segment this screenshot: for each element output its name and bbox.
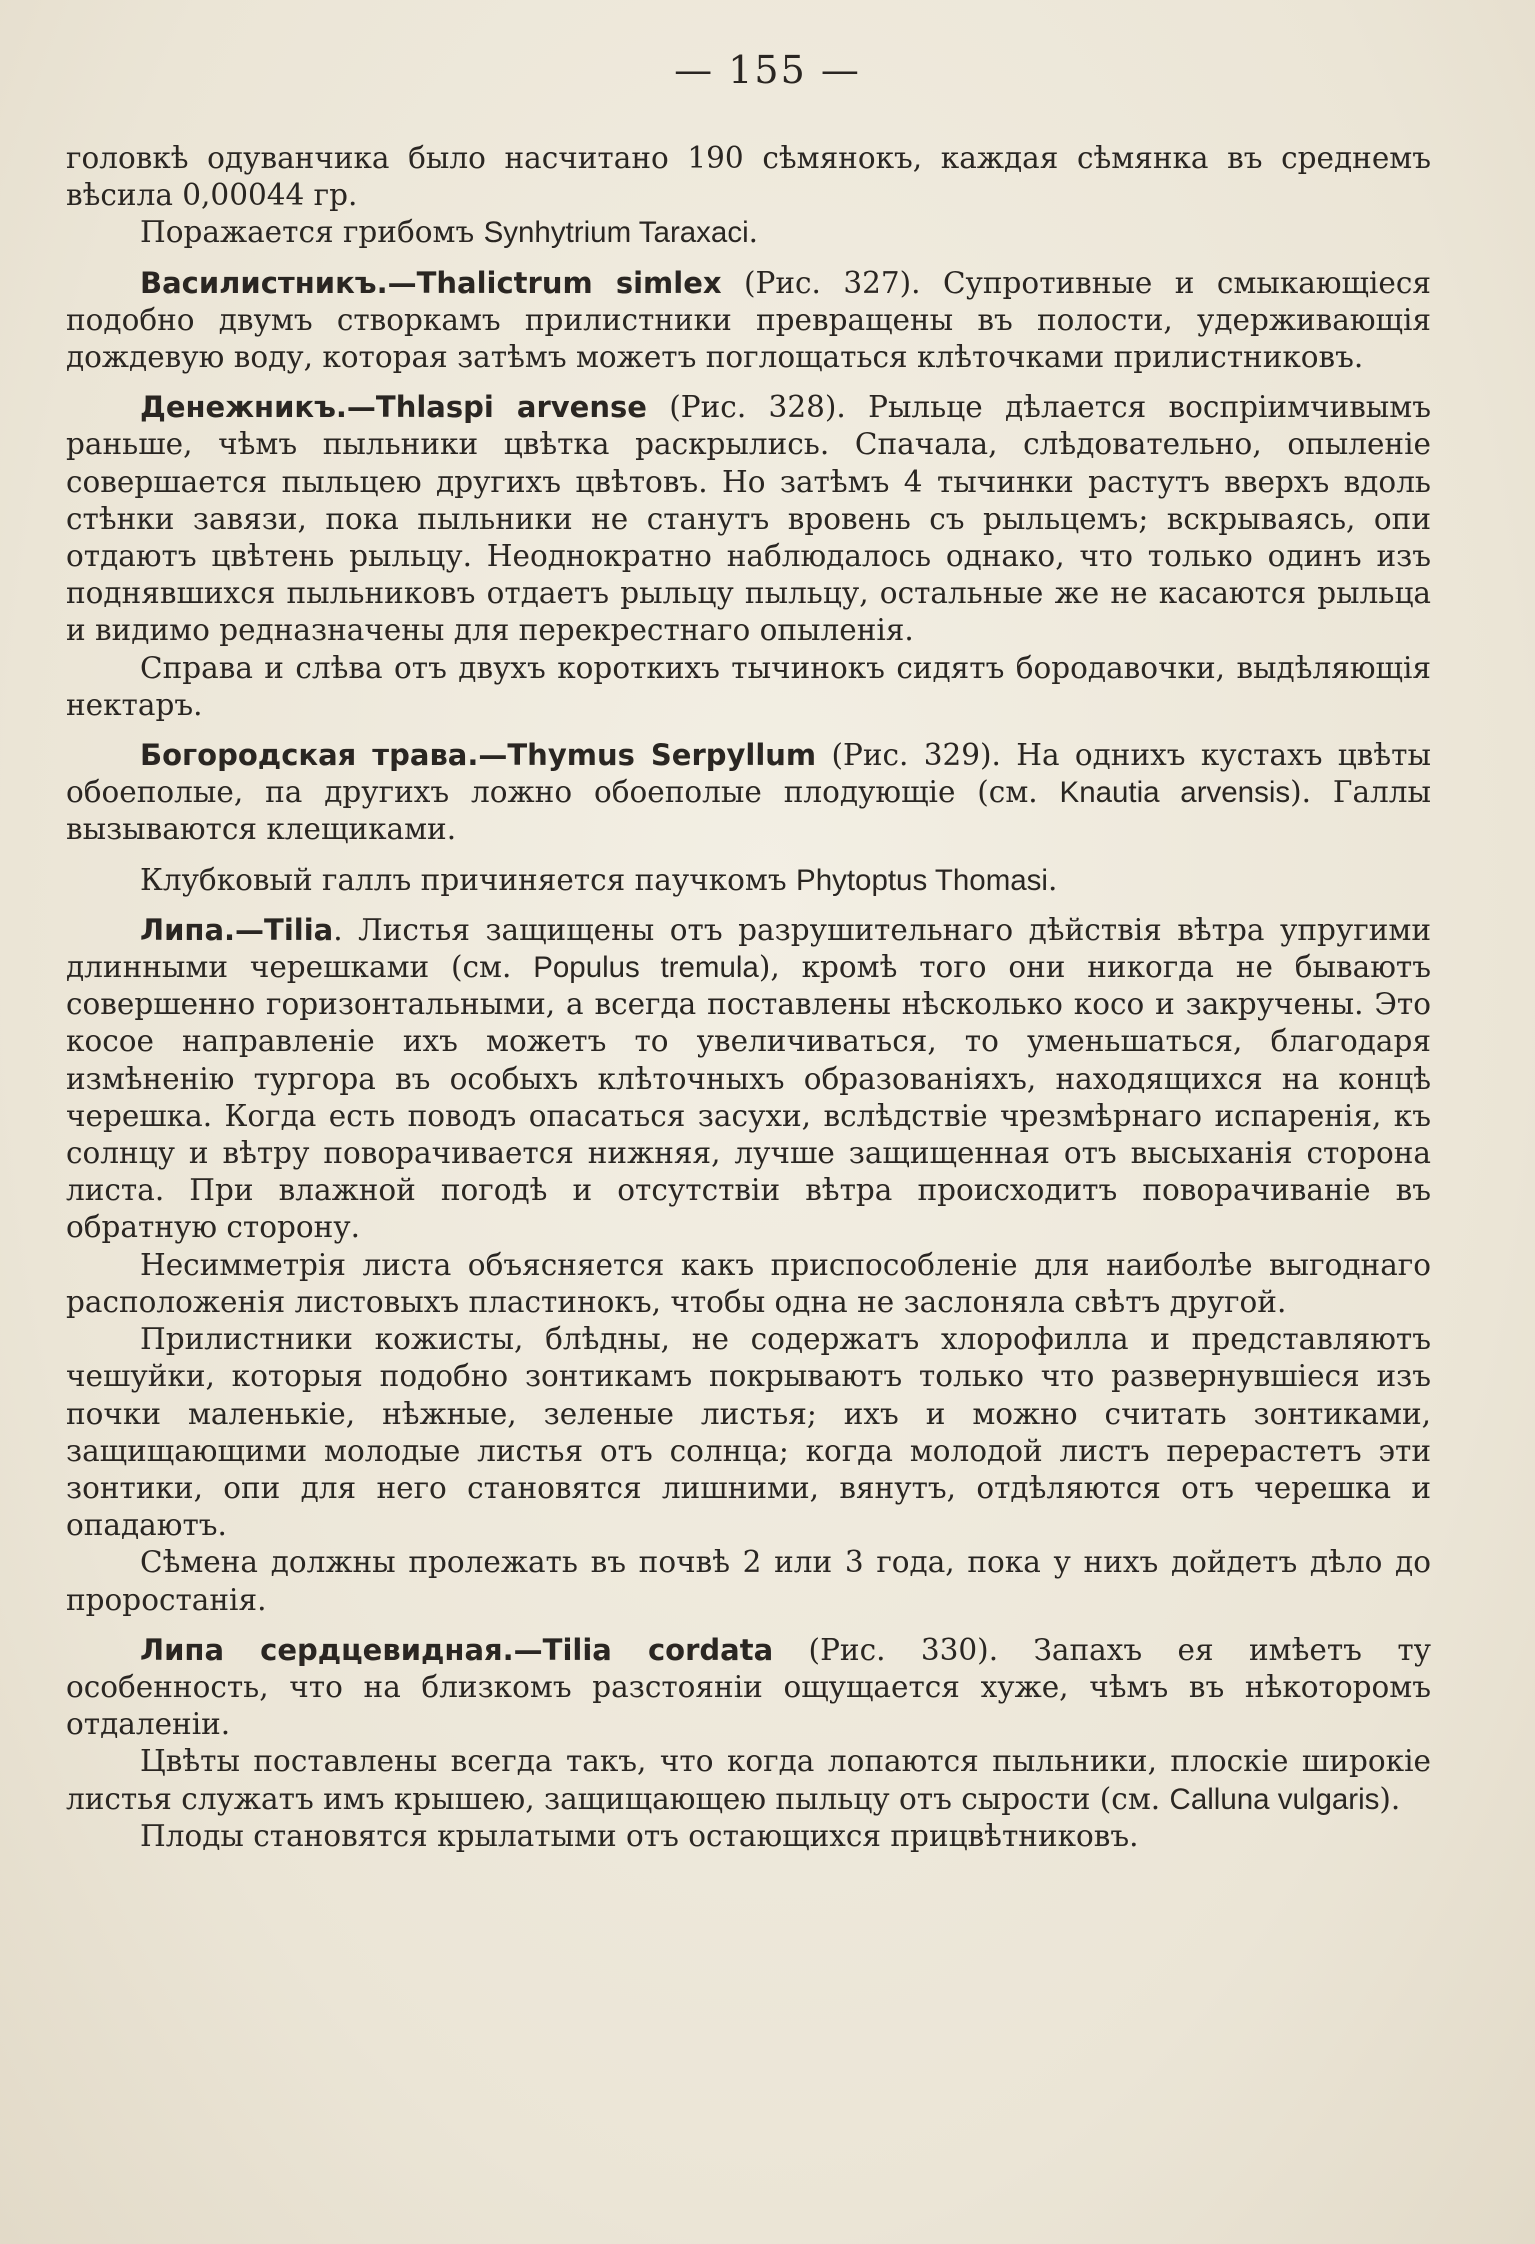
entry-heading: —: [387, 265, 417, 300]
page-number: — 155 —: [674, 48, 861, 92]
paragraph-p10: [66, 1321, 1431, 1544]
latin-name-heading: Tilia cordata: [542, 1632, 774, 1667]
paragraph-p6: [66, 737, 1431, 849]
text-run: Прилистники кожисты, блѣдны, не содержатъ хлорофилла и представляютъ чешуйки, которыя подобно зонтикамъ покрываютъ только что развернувшiеся изъ почки маленькiе, нѣжные, зеленые листья; ихъ и можно считать зонтиками, защищающими молодые листья отъ солнца; когда молодой листъ перерастетъ эти зонтики, опи для него становятся лишними, вянутъ, отдѣляются отъ черешка и опадаютъ.: [66, 1322, 1431, 1543]
paragraph-p3: [66, 265, 1431, 377]
latin-name: Calluna vulgaris: [1169, 1782, 1380, 1816]
entry-heading: Липа сердцевидная.: [140, 1632, 514, 1667]
latin-name-heading: Thlaspi arvense: [375, 390, 647, 425]
text-run: Несимметрiя листа объясняется какъ приспособленiе для наиболѣе выгоднаго расположенiя листовыхъ пластинокъ, чтобы одна не заслоняла свѣтъ другой.: [66, 1247, 1431, 1319]
text-run: ), кромѣ того они никогда не бываютъ совершенно горизонтальными, а всегда поставлены нѣсколько косо и закручены. Это косое направленiе ихъ можетъ то увеличиваться, то уменьшаться, благодаря измѣненiю тургора въ особыхъ клѣточныхъ образованiяхъ, находящихся на концѣ черешка. Когда есть поводъ опасаться засухи, вслѣдствiе чрезмѣрнаго испаренiя, къ солнцу и вѣтру поворачивается нижняя, лучше защищенная отъ высыханiя сторона листа. При влажной погодѣ и отсутствiи вѣтра происходитъ поворачиванiе въ обратную сторону.: [66, 950, 1432, 1245]
body-text: [66, 140, 1431, 1855]
text-run: (Рис. 330). Запахъ ея имѣетъ ту особенность, что на близкомъ разстоянiи ощущается хуже, чѣмъ въ нѣкоторомъ отдаленiи.: [66, 1632, 1431, 1742]
text-run: (Рис. 327). Супротивные и смыкающiеся подобно двумъ створкамъ прилистники превращены въ полости, удерживающiя дождевую воду, которая затѣмъ можетъ поглощаться клѣточками прилистниковъ.: [66, 265, 1431, 375]
entry-heading: Василистникъ.: [140, 265, 388, 300]
text-run: Справа и слѣва отъ двухъ короткихъ тычинокъ сидятъ бородавочки, выдѣляющiя нектаръ.: [66, 650, 1431, 722]
latin-name: Phytoptus Thomasi: [796, 863, 1048, 897]
paragraph-p8: [66, 912, 1431, 1247]
latin-name-heading: Tilia: [264, 912, 334, 947]
text-run: . Листья защищены отъ разрушительнаго дѣйствiя вѣтра упругими длинными черешками (см.: [66, 912, 1431, 985]
paragraph-p1: [66, 140, 1431, 214]
text-run: ).: [1379, 1781, 1401, 1816]
paragraph-p5: [66, 650, 1431, 724]
entry-heading: Денежникъ.: [140, 390, 347, 425]
text-run: Плоды становятся крылатыми отъ остающихся прицвѣтниковъ.: [140, 1818, 1139, 1853]
latin-name: Populus tremula: [533, 951, 759, 985]
text-run: Цвѣты поставлены всегда такъ, что когда лопаются пыльники, плоскiе широкiе листья служатъ имъ крышею, защищающею пыльцу отъ сырости (см.: [66, 1744, 1431, 1816]
text-run: головкѣ одуванчика было насчитано 190 сѣмянокъ, каждая сѣмянка въ среднемъ вѣсила 0,00044 гр.: [66, 141, 1431, 213]
paragraph-p4: [66, 389, 1431, 649]
entry-heading: Липа.: [140, 912, 236, 947]
text-run: Клубковый галлъ причиняется паучкомъ: [140, 862, 797, 897]
paragraph-p7: [66, 862, 1431, 899]
text-run: Сѣмена должны пролежать въ почвѣ 2 или 3 года, пока у нихъ дойдетъ дѣло до проростанiя.: [66, 1545, 1431, 1617]
text-run: ). Галлы вызываются клещиками.: [66, 775, 1431, 847]
paragraph-p9: [66, 1247, 1431, 1321]
paragraph-p12: [66, 1632, 1431, 1744]
text-run: .: [1048, 862, 1058, 897]
paragraph-p11: [66, 1544, 1431, 1618]
text-run: (Рис. 328). Рыльце дѣлается воспрiимчивымъ раньше, чѣмъ пыльники цвѣтка раскрылись. Спачала, слѣдовательно, опыленiе совершается пыльцею другихъ цвѣтовъ. Но затѣмъ 4 тычинки растутъ вверхъ вдоль стѣнки завязи, пока пыльники не станутъ вровень съ рыльцемъ; вскрываясь, опи отдаютъ цвѣтень рыльцу. Неоднократно наблюдалось однако, что только одинъ изъ поднявшихся пыльниковъ отдаетъ рыльцу пыльцу, остальные же не касаются рыльца и видимо редназначены для перекрестнаго опыленiя.: [66, 390, 1431, 648]
text-run: .: [748, 215, 759, 250]
latin-name-heading: Thymus Serpyllum: [507, 738, 817, 773]
latin-name-heading: Thalictrum simlex: [416, 265, 722, 300]
text-run: (Рис. 329). На однихъ кустахъ цвѣты обоеполые, па другихъ ложно обоеполые плодующiе (см.: [66, 738, 1431, 810]
paragraph-p13: [66, 1743, 1431, 1817]
entry-heading: —: [513, 1632, 543, 1667]
paragraph-p14: [66, 1818, 1431, 1855]
paragraph-p2: [66, 214, 1431, 251]
entry-heading: Богородская трава.: [140, 738, 479, 773]
entry-heading: —: [235, 912, 265, 947]
latin-name: Synhytrium Taraxaci: [483, 216, 749, 250]
entry-heading: —: [346, 390, 376, 425]
latin-name: Knautia arvensis: [1059, 776, 1291, 810]
text-run: Поражается грибомъ: [140, 215, 484, 250]
entry-heading: —: [478, 738, 508, 773]
